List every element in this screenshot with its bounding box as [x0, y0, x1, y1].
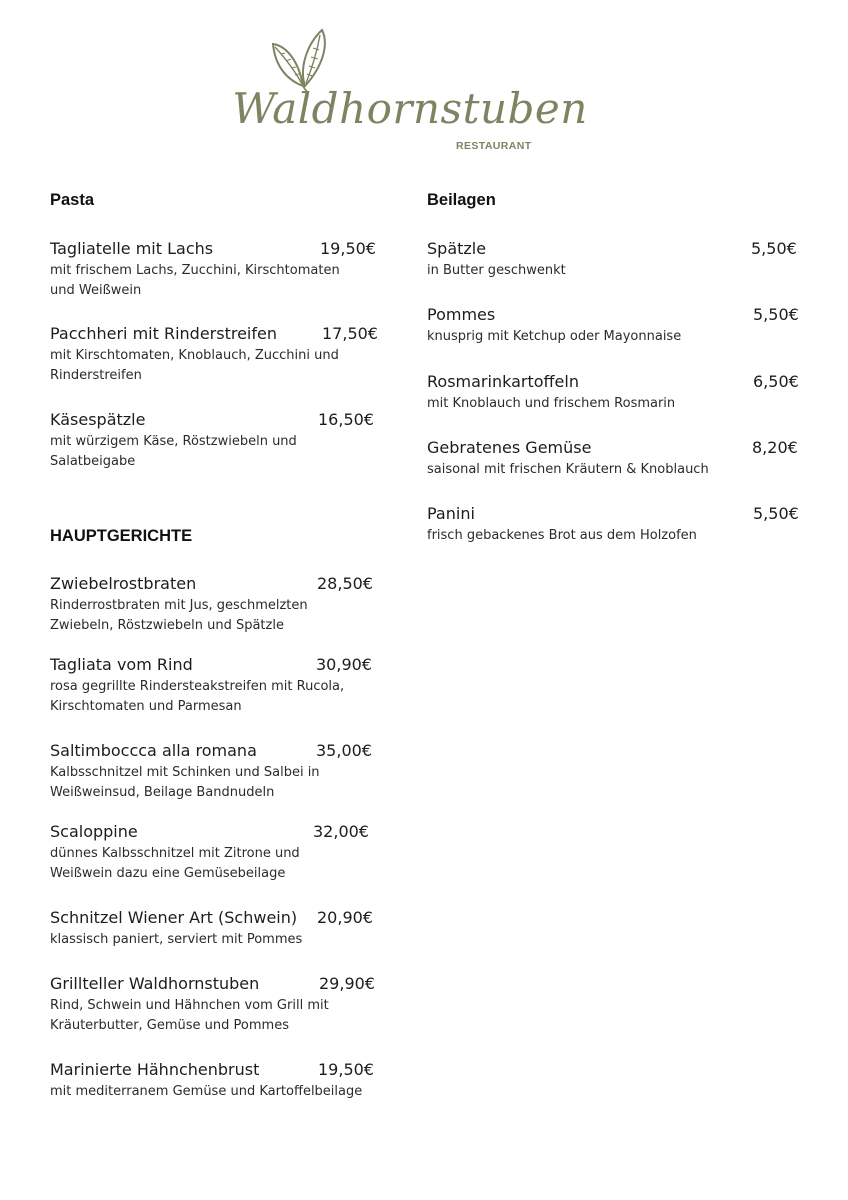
section-title-hauptgerichte: HAUPTGERICHTE: [50, 527, 193, 545]
restaurant-header: [0, 0, 848, 170]
dish-name: Tagliatelle mit Lachs: [50, 239, 214, 258]
dish-price: 30,90€: [316, 655, 372, 674]
dish-price: 17,50€: [322, 324, 378, 343]
dish-price: 8,20€: [752, 438, 798, 457]
dish-price: 19,50€: [318, 1060, 374, 1079]
dish-description: rosa gegrillte Rindersteakstreifen mit Rucola, Kirschtomaten und Parmesan: [50, 679, 345, 714]
dish-description: knusprig mit Ketchup oder Mayonnaise: [427, 329, 682, 344]
dish-price: 5,50€: [753, 504, 799, 523]
dish-description: mit Kirschtomaten, Knoblauch, Zucchini und Rinderstreifen: [50, 348, 339, 383]
dish-price: 16,50€: [318, 410, 374, 429]
dish-description: Rinderrostbraten mit Jus, geschmelzten Zwiebeln, Röstzwiebeln und Spätzle: [50, 598, 308, 633]
dish-name: Käsespätzle: [50, 410, 146, 429]
dish-price: 32,00€: [313, 822, 369, 841]
dish-description: klassisch paniert, serviert mit Pommes: [50, 932, 303, 947]
dish-description: mit Knoblauch und frischem Rosmarin: [427, 396, 676, 411]
restaurant-subtitle: RESTAURANT: [456, 140, 532, 152]
dish-price: 35,00€: [316, 741, 372, 760]
dish-description: Kalbsschnitzel mit Schinken und Salbei in Weißweinsud, Beilage Bandnudeln: [50, 765, 320, 800]
dish-name: Scaloppine: [50, 822, 138, 841]
dish-name: Gebratenes Gemüse: [427, 438, 592, 457]
dish-name: Rosmarinkartoffeln: [427, 372, 579, 391]
dish-name: Grillteller Waldhornstuben: [50, 974, 260, 993]
dish-description: mit mediterranem Gemüse und Kartoffelbeilage: [50, 1084, 363, 1099]
dish-description: mit frischem Lachs, Zucchini, Kirschtomaten und Weißwein: [50, 263, 340, 298]
section-title-pasta: Pasta: [50, 191, 95, 209]
dish-name: Pommes: [427, 305, 496, 324]
restaurant-name: Waldhornstuben: [232, 84, 588, 133]
dish-description: mit würzigem Käse, Röstzwiebeln und Salatbeigabe: [50, 434, 297, 469]
dish-price: 29,90€: [319, 974, 375, 993]
dish-name: Panini: [427, 504, 475, 523]
dish-price: 6,50€: [753, 372, 799, 391]
dish-price: 5,50€: [751, 239, 797, 258]
section-title-beilagen: Beilagen: [427, 191, 496, 209]
dish-description: frisch gebackenes Brot aus dem Holzofen: [427, 528, 697, 543]
dish-name: Spätzle: [427, 239, 487, 258]
dish-name: Saltimboccca alla romana: [50, 741, 257, 760]
dish-price: 5,50€: [753, 305, 799, 324]
dish-price: 19,50€: [320, 239, 376, 258]
dish-name: Schnitzel Wiener Art (Schwein): [50, 908, 298, 927]
dish-price: 20,90€: [317, 908, 373, 927]
dish-name: Pacchheri mit Rinderstreifen: [50, 324, 277, 343]
dish-description: saisonal mit frischen Kräutern & Knoblauch: [427, 462, 709, 477]
dish-description: Rind, Schwein und Hähnchen vom Grill mit Kräuterbutter, Gemüse und Pommes: [50, 998, 329, 1033]
dish-description: in Butter geschwenkt: [427, 263, 566, 278]
leaves-icon: [265, 26, 335, 92]
dish-name: Marinierte Hähnchenbrust: [50, 1060, 260, 1079]
dish-price: 28,50€: [317, 574, 373, 593]
dish-description: dünnes Kalbsschnitzel mit Zitrone und Weißwein dazu eine Gemüsebeilage: [50, 846, 300, 881]
dish-name: Tagliata vom Rind: [50, 655, 193, 674]
dish-name: Zwiebelrostbraten: [50, 574, 197, 593]
